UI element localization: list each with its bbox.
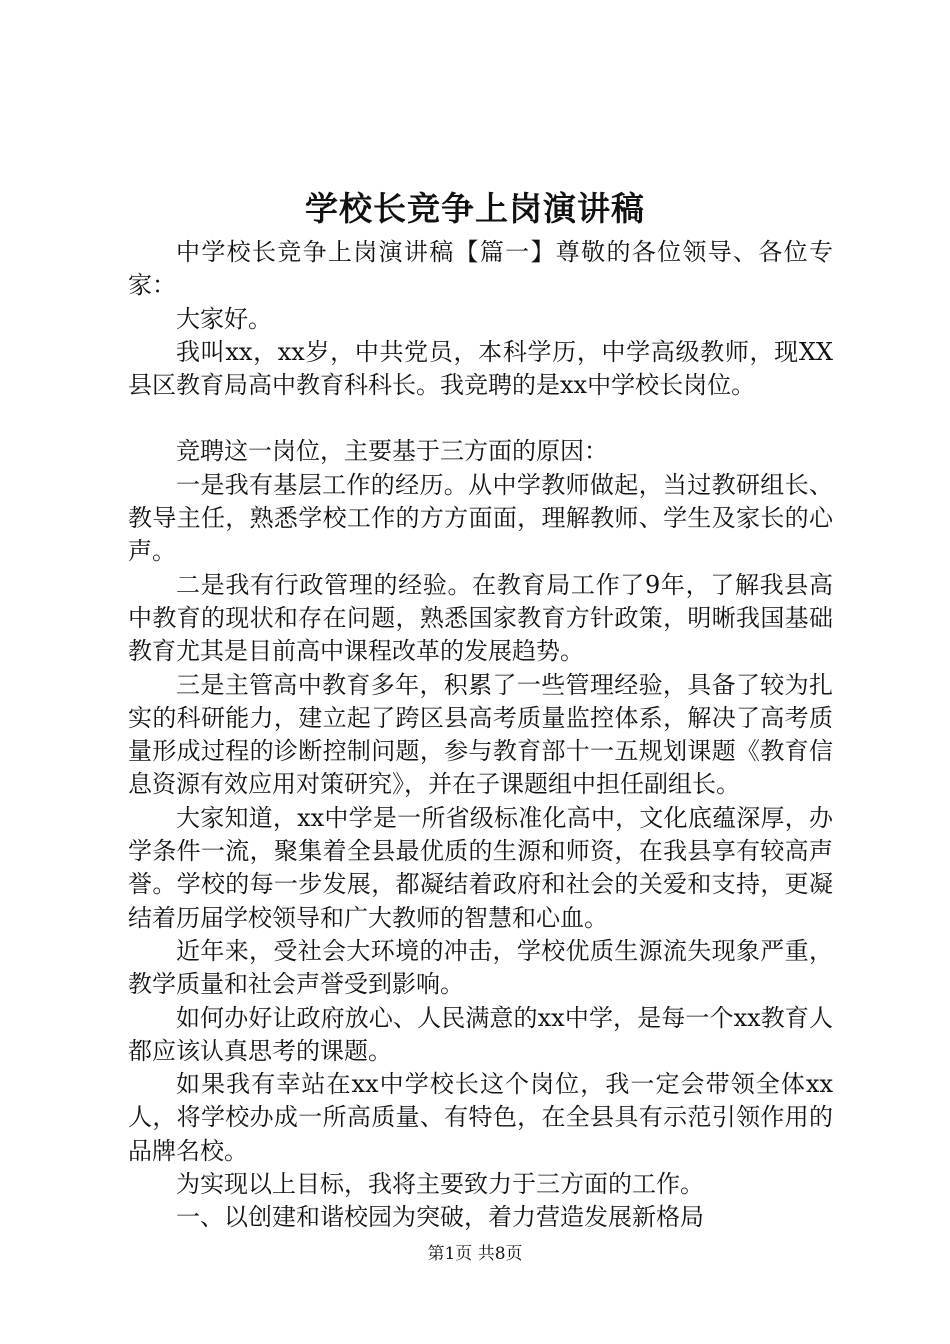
paragraph-reason-three: 三是主管高中教育多年，积累了一些管理经验，具备了较为扎实的科研能力，建立起了跨区县高考质量监控体系，解决了高考质量形成过程的诊断控制问题，参与教育部十一五规划课题《教育信息资源有效应用对策研究》，并在子课题组中担任副组长。	[128, 670, 833, 799]
paragraph-self-introduction: 我叫xx，xx岁，中共党员，本科学历，中学高级教师，现XX县区教育局高中教育科科长。我竞聘的是xx中学校长岗位。	[128, 337, 833, 400]
paragraph-salutation: 中学校长竞争上岗演讲稿【篇一】尊敬的各位领导、各位专家：	[128, 238, 833, 300]
page-number-footer: 第1页 共8页	[427, 1244, 523, 1264]
paragraph-goals: 为实现以上目标，我将主要致力于三方面的工作。	[176, 1170, 704, 1199]
paragraph-section-heading: 一、以创建和谐校园为突破，着力营造发展新格局	[176, 1203, 704, 1232]
paragraph-reasons-intro: 竞聘这一岗位，主要基于三方面的原因：	[176, 437, 608, 466]
paragraph-school-overview: 大家知道，xx中学是一所省级标准化高中，文化底蕴深厚，办学条件一流，聚集着全县最优质的生源和师资，在我县享有较高声誉。学校的每一步发展，都凝结着政府和社会的关爱和支持，更凝结着历届学校领导和广大教师的智慧和心血。	[128, 803, 833, 932]
paragraph-reason-two: 二是我有行政管理的经验。在教育局工作了9年，了解我县高中教育的现状和存在问题，熟悉国家教育方针政策，明晰我国基础教育尤其是目前高中课程改革的发展趋势。	[128, 570, 833, 666]
paragraph-greeting: 大家好。	[176, 304, 272, 333]
document-body	[128, 236, 833, 1235]
paragraph-recent-challenges: 近年来，受社会大环境的冲击，学校优质生源流失现象严重，教学质量和社会声誉受到影响。	[128, 936, 833, 999]
paragraph-question: 如何办好让政府放心、人民满意的xx中学，是每一个xx教育人都应该认真思考的课题。	[128, 1003, 833, 1065]
paragraph-commitment: 如果我有幸站在xx中学校长这个岗位，我一定会带领全体xx人，将学校办成一所高质量、有特色，在全县具有示范引领作用的品牌名校。	[128, 1070, 833, 1165]
paragraph-reason-one: 一是我有基层工作的经历。从中学教师做起，当过教研组长、教导主任，熟悉学校工作的方方面面，理解教师、学生及家长的心声。	[128, 470, 833, 566]
document-title: 学校长竞争上岗演讲稿	[305, 189, 645, 228]
